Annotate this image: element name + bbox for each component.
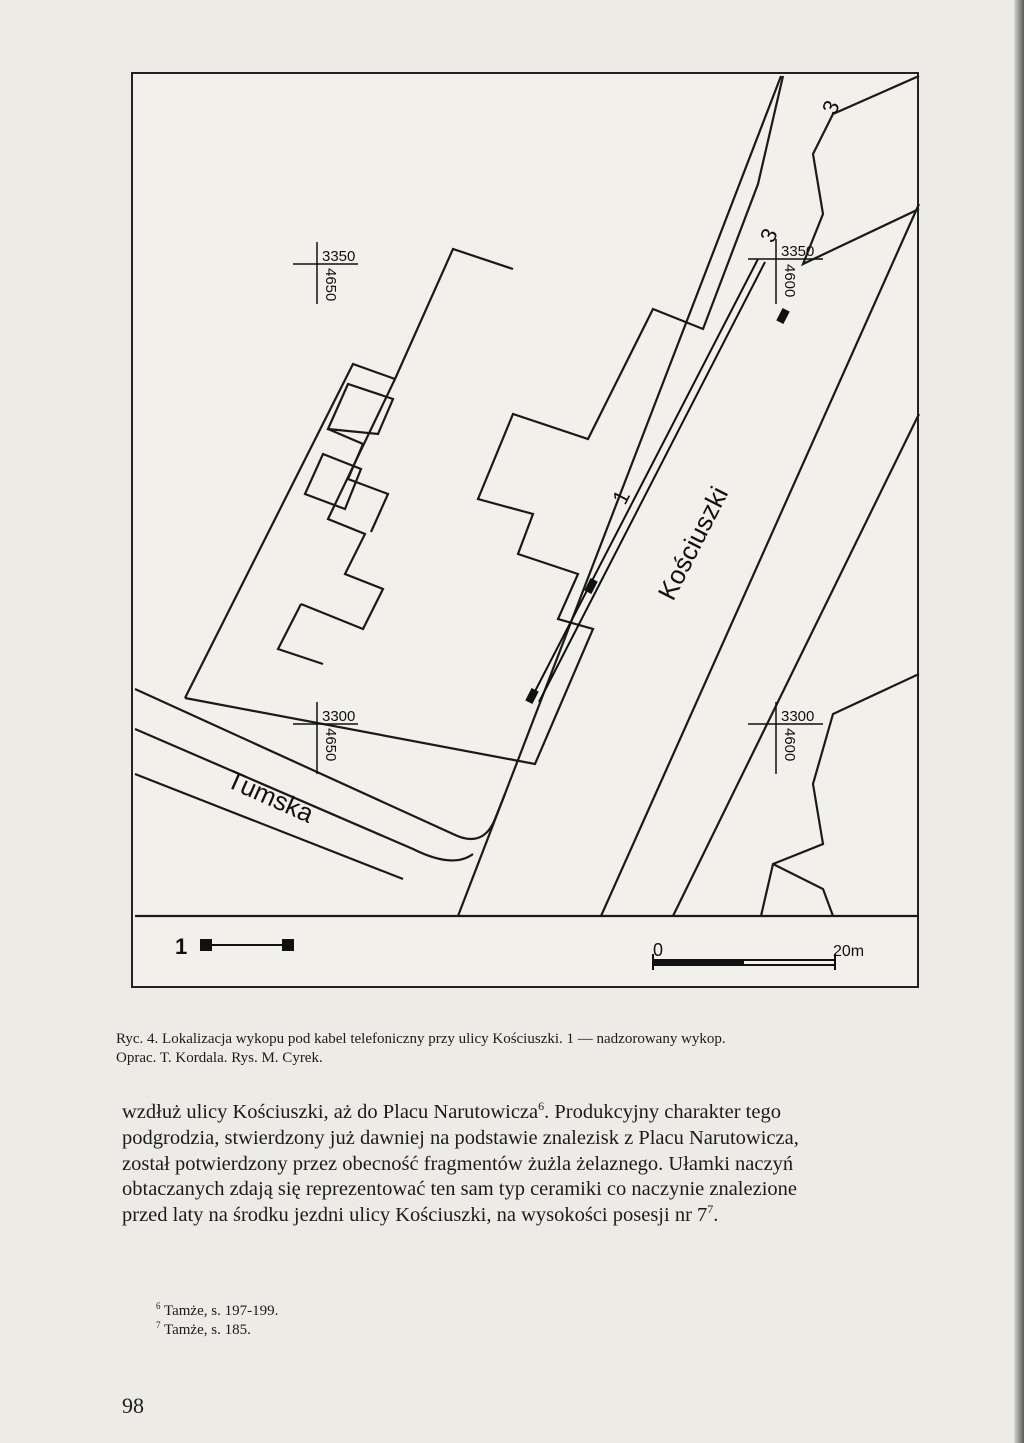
building-east-corner xyxy=(773,864,833,916)
section-number-top: 3 xyxy=(816,96,845,119)
body-line-1: wzdłuż ulicy Kościuszki, aż do Placu Narutowicza$^6$. Produkcyjny charakter tego xyxy=(122,1099,781,1123)
building-large-west xyxy=(185,76,783,764)
grid-label-top-4: 3300 xyxy=(781,708,815,725)
legend-number: 1 xyxy=(175,934,188,959)
grid-label-top-2: 3350 xyxy=(781,243,815,260)
trench-number-label: 1 xyxy=(607,486,636,509)
footnotes xyxy=(156,1302,278,1340)
body-line-4: obtaczanych zdają się reprezentować ten sam typ ceramiki co naczynie znalezione xyxy=(122,1178,797,1201)
building-small-1 xyxy=(328,384,393,434)
page-edge-shadow xyxy=(1014,0,1024,1443)
site-plan-map xyxy=(133,74,921,990)
footnote-ref-6: 6 xyxy=(538,1099,545,1114)
building-step-2 xyxy=(328,429,388,532)
grid-label-side-1: 4650 xyxy=(322,268,339,302)
tumska-street-edge-north xyxy=(135,689,505,839)
street-name-tumska: Tumska xyxy=(222,764,319,829)
map-figure xyxy=(131,72,919,988)
body-paragraph xyxy=(122,1100,932,1229)
trench-marker-3 xyxy=(776,308,789,324)
footnote-6: $^6$ Tamże, s. 197-199. xyxy=(156,1301,279,1319)
building-outline-inner xyxy=(185,364,395,698)
scale-end-label: 20m xyxy=(833,943,865,960)
grid-label-side-4: 4600 xyxy=(781,728,798,762)
caption-line-1: Ryc. 4. Lokalizacja wykopu pod kabel telefoniczny przy ulicy Kościuszki. 1 — nadzorowany wykop. xyxy=(116,1031,726,1047)
page-number: 98 xyxy=(122,1393,144,1418)
legend-trench-symbol xyxy=(201,940,293,950)
body-line-3: został potwierdzony przez obecność fragmentów żużla żelaznego. Ułamki naczyń xyxy=(122,1152,794,1175)
building-north-outline xyxy=(395,249,513,379)
koscuiszki-street-edge-east xyxy=(601,204,919,916)
trench-marker-1 xyxy=(525,688,538,704)
scale-bar xyxy=(653,954,835,970)
body-line-2: podgrodzia, stwierdzony już dawniej na podstawie znalezisk z Placu Narutowicza, xyxy=(122,1126,799,1149)
body-line-5: przed laty na środku jezdni ulicy Kościuszki, na wysokości posesji nr $7^7$. xyxy=(122,1202,719,1227)
grid-label-side-3: 4650 xyxy=(322,728,339,762)
section-number-mid: 3 xyxy=(754,224,783,247)
footnote-7: $^7$ Tamże, s. 185. xyxy=(156,1320,251,1338)
grid-label-side-2: 4600 xyxy=(781,264,798,298)
grid-label-top-1: 3350 xyxy=(322,248,356,265)
figure-caption xyxy=(116,1030,916,1068)
building-step-3 xyxy=(278,604,323,664)
caption-line-2: Oprac. T. Kordala. Rys. M. Cyrek. xyxy=(116,1050,323,1066)
grid-label-top-3: 3300 xyxy=(322,708,356,725)
scale-start-label: 0 xyxy=(653,940,664,960)
street-name-koscuiszki: Kościuszki xyxy=(651,481,735,605)
footnote-ref-7: 7 xyxy=(707,1202,714,1217)
